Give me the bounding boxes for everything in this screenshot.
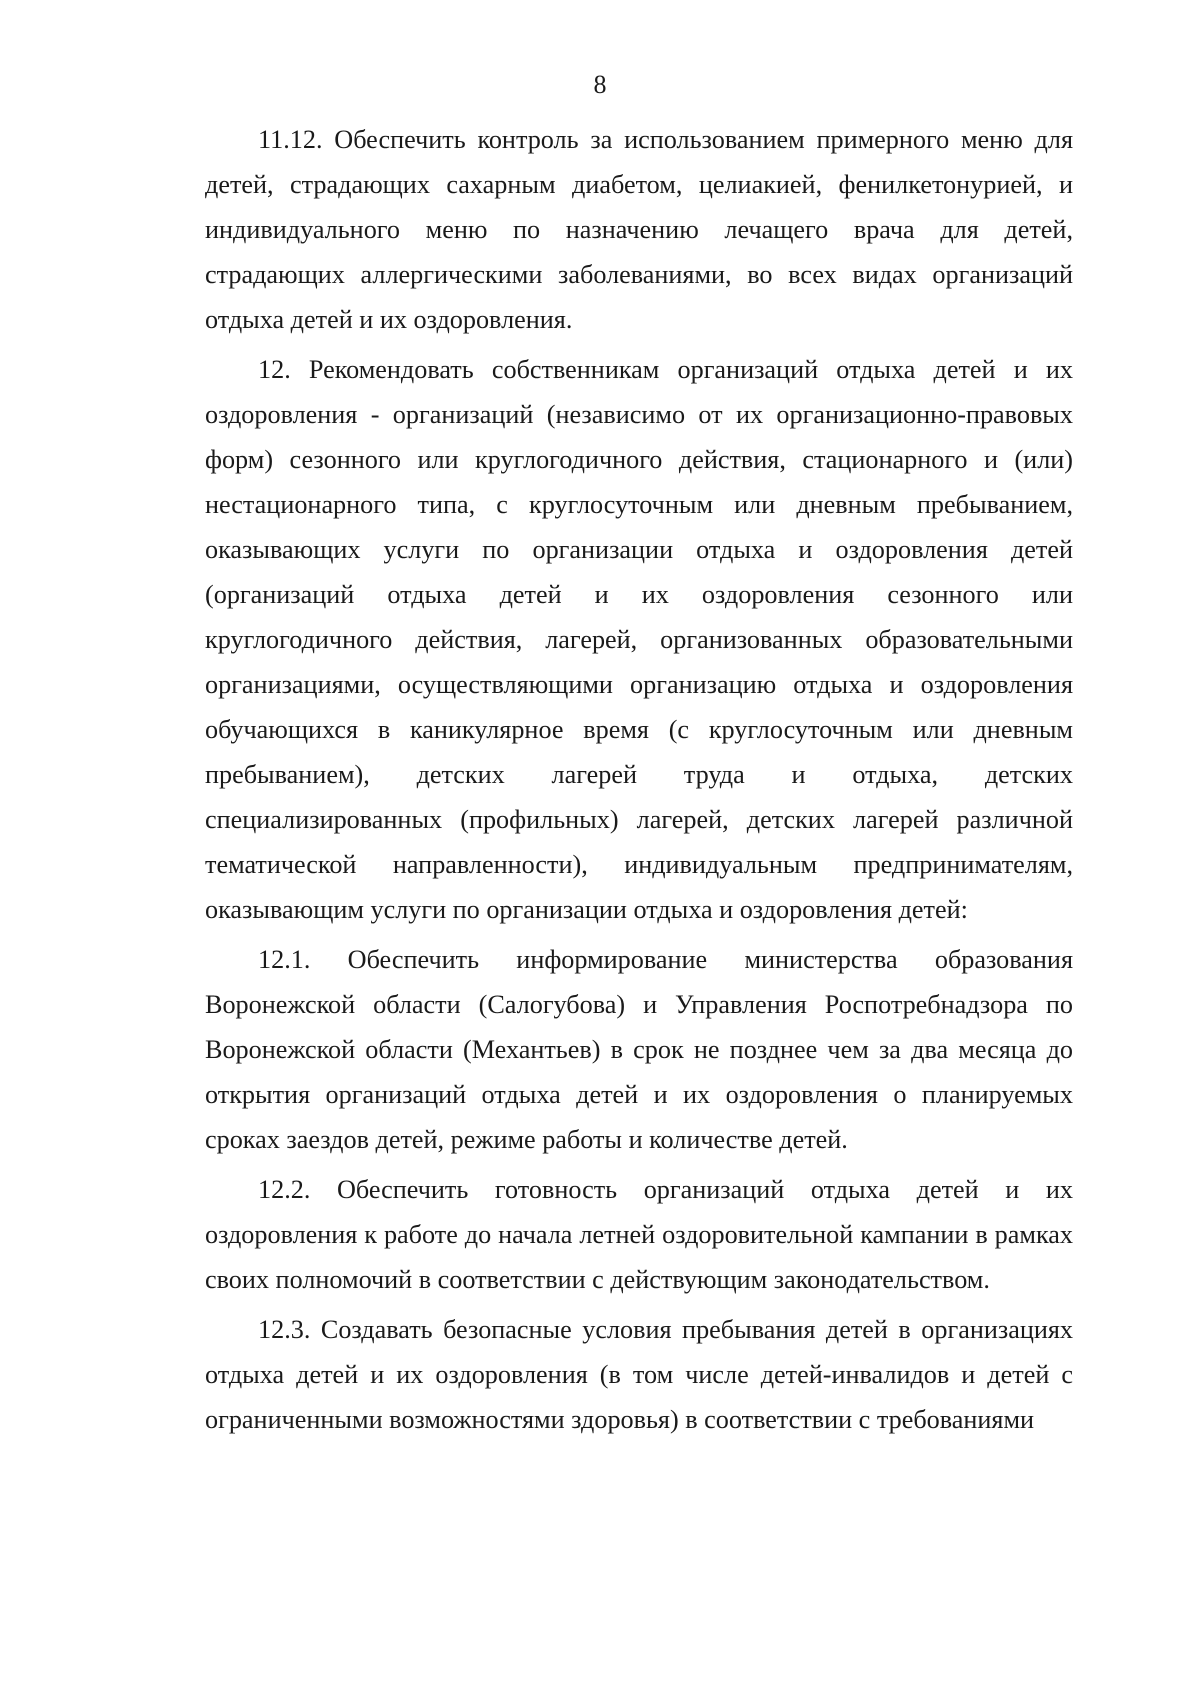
paragraph-12: 12. Рекомендовать собственникам организаций отдыха детей и их оздоровления - организаций (независимо от их организационно-правовых форм) сезонного или круглогодичного действия, стационарного и (или) нестационарного типа, с круглосуточным или дневным пребыванием, оказывающих услуги по организации отдыха и оздоровления детей (организаций отдыха детей и их оздоровления сезонного или круглогодичного действия, лагерей, организованных образовательными организациями, осуществляющими организацию отдыха и оздоровления обучающихся в каникулярное время (с круглосуточным или дневным пребыванием), детских лагерей труда и отдыха, детских специализированных (профильных) лагерей, детских лагерей различной тематической направленности), индивидуальным предпринимателям, оказывающим услуги по организации отдыха и оздоровления детей: — [205, 355, 1073, 924]
document-body — [205, 117, 1073, 1447]
page-number: 8 — [593, 70, 607, 99]
paragraph-12-1: 12.1. Обеспечить информирование министерства образования Воронежской области (Салогубова) и Управления Роспотребнадзора по Воронежской области (Механтьев) в срок не позднее чем за два месяца до открытия организаций отдыха детей и их оздоровления о планируемых сроках заездов детей, режиме работы и количестве детей. — [205, 945, 1073, 1154]
paragraph-12-2: 12.2. Обеспечить готовность организаций отдыха детей и их оздоровления к работе до начала летней оздоровительной кампании в рамках своих полномочий в соответствии с действующим законодательством. — [205, 1175, 1073, 1294]
paragraph-12-3: 12.3. Создавать безопасные условия пребывания детей в организациях отдыха детей и их оздоровления (в том числе детей-инвалидов и детей с ограниченными возможностями здоровья) в соответствии с требованиями — [205, 1315, 1073, 1434]
paragraph-11-12: 11.12. Обеспечить контроль за использованием примерного меню для детей, страдающих сахарным диабетом, целиакией, фенилкетонурией, и индивидуального меню по назначению лечащего врача для детей, страдающих аллергическими заболеваниями, во всех видах организаций отдыха детей и их оздоровления. — [205, 125, 1073, 334]
